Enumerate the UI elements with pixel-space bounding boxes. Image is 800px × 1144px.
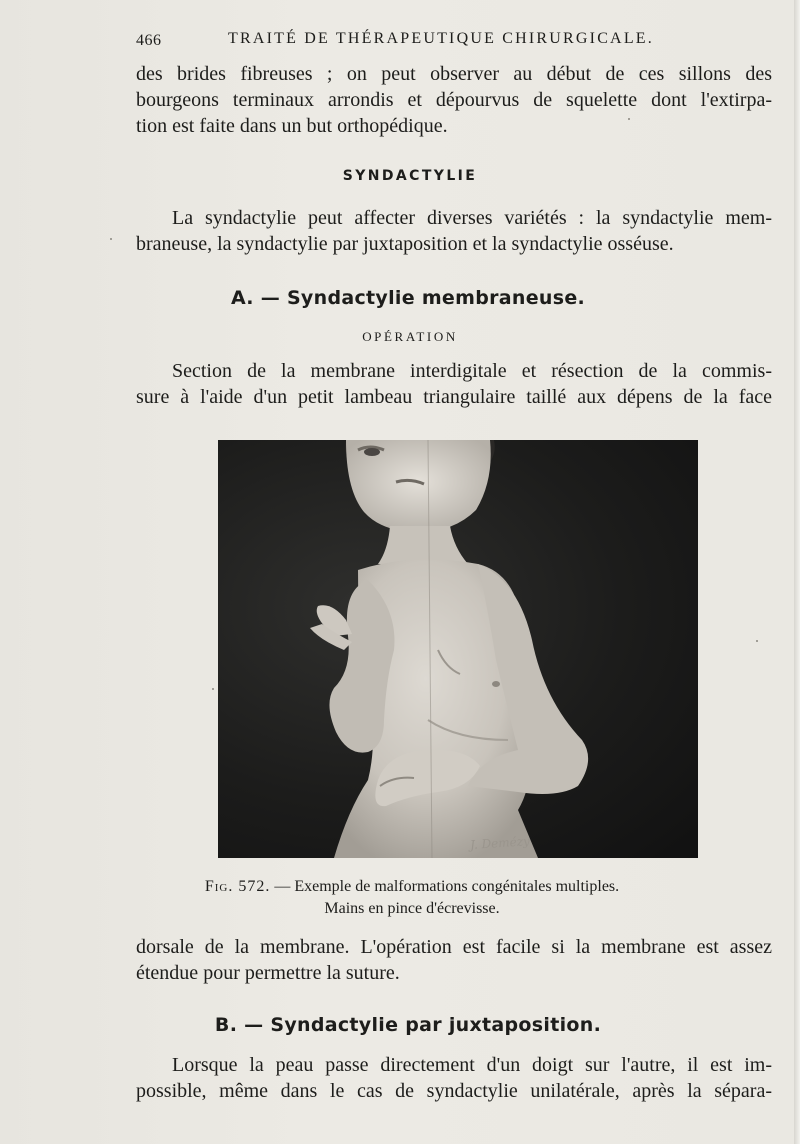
paper-speck	[110, 238, 112, 240]
operation-label: OPÉRATION	[362, 329, 458, 344]
paper-speck	[628, 118, 630, 120]
continuation-paragraph	[136, 61, 772, 139]
text-line: tion est faite dans un but orthopédique.	[136, 115, 448, 137]
caption-line-1	[24, 876, 800, 898]
text-line: dorsale de la membrane. L'opération est facile si la membrane est assez	[136, 936, 772, 958]
section-title: SYNDACTYLIE	[342, 168, 478, 184]
caption-text: — Exemple de malformations congénitales multiples.	[274, 878, 620, 895]
figure-caption	[0, 876, 800, 920]
post-figure-paragraph	[136, 934, 772, 986]
page-number: 466	[136, 32, 162, 49]
photographer-signature: J. Demézy	[469, 833, 531, 853]
photo-illustration	[218, 440, 698, 858]
text-line: braneuse, la syndactylie par juxtaposition et la syndactylie osséuse.	[136, 233, 674, 255]
operation-paragraph	[136, 358, 772, 410]
text-line: Lorsque la peau passe directement d'un doigt sur l'autre, il est im-	[172, 1054, 772, 1076]
text-line: des brides fibreuses ; on peut observer au début de ces sillons des	[136, 63, 772, 85]
text-line: étendue pour permettre la suture.	[136, 962, 400, 984]
page-header	[136, 28, 776, 52]
text-line: Section de la membrane interdigitale et résection de la commis-	[172, 360, 772, 382]
juxtaposition-paragraph	[136, 1052, 772, 1104]
text-line: La syndactylie peut affecter diverses variétés : la syndactylie mem-	[172, 207, 772, 229]
subsection-b-title: B. — Syndactylie par juxtaposition.	[214, 1014, 602, 1036]
text-line: bourgeons terminaux arrondis et dépourvus de squelette dont l'extirpa-	[136, 89, 772, 111]
text-line: possible, même dans le cas de syndactylie unilatérale, après la sépara-	[136, 1080, 772, 1102]
caption-line-2: Mains en pince d'écrevisse.	[324, 900, 500, 917]
figure-photograph	[218, 440, 698, 858]
intro-paragraph	[136, 205, 772, 257]
subsection-a-title: A. — Syndactylie membraneuse.	[230, 287, 586, 309]
paper-speck	[756, 640, 758, 642]
text-line: sure à l'aide d'un petit lambeau triangulaire taillé aux dépens de la face	[136, 386, 772, 408]
paper-speck	[212, 688, 214, 690]
figure-label: Fig. 572.	[204, 878, 271, 895]
running-head: TRAITÉ DE THÉRAPEUTIQUE CHIRURGICALE.	[228, 30, 654, 47]
